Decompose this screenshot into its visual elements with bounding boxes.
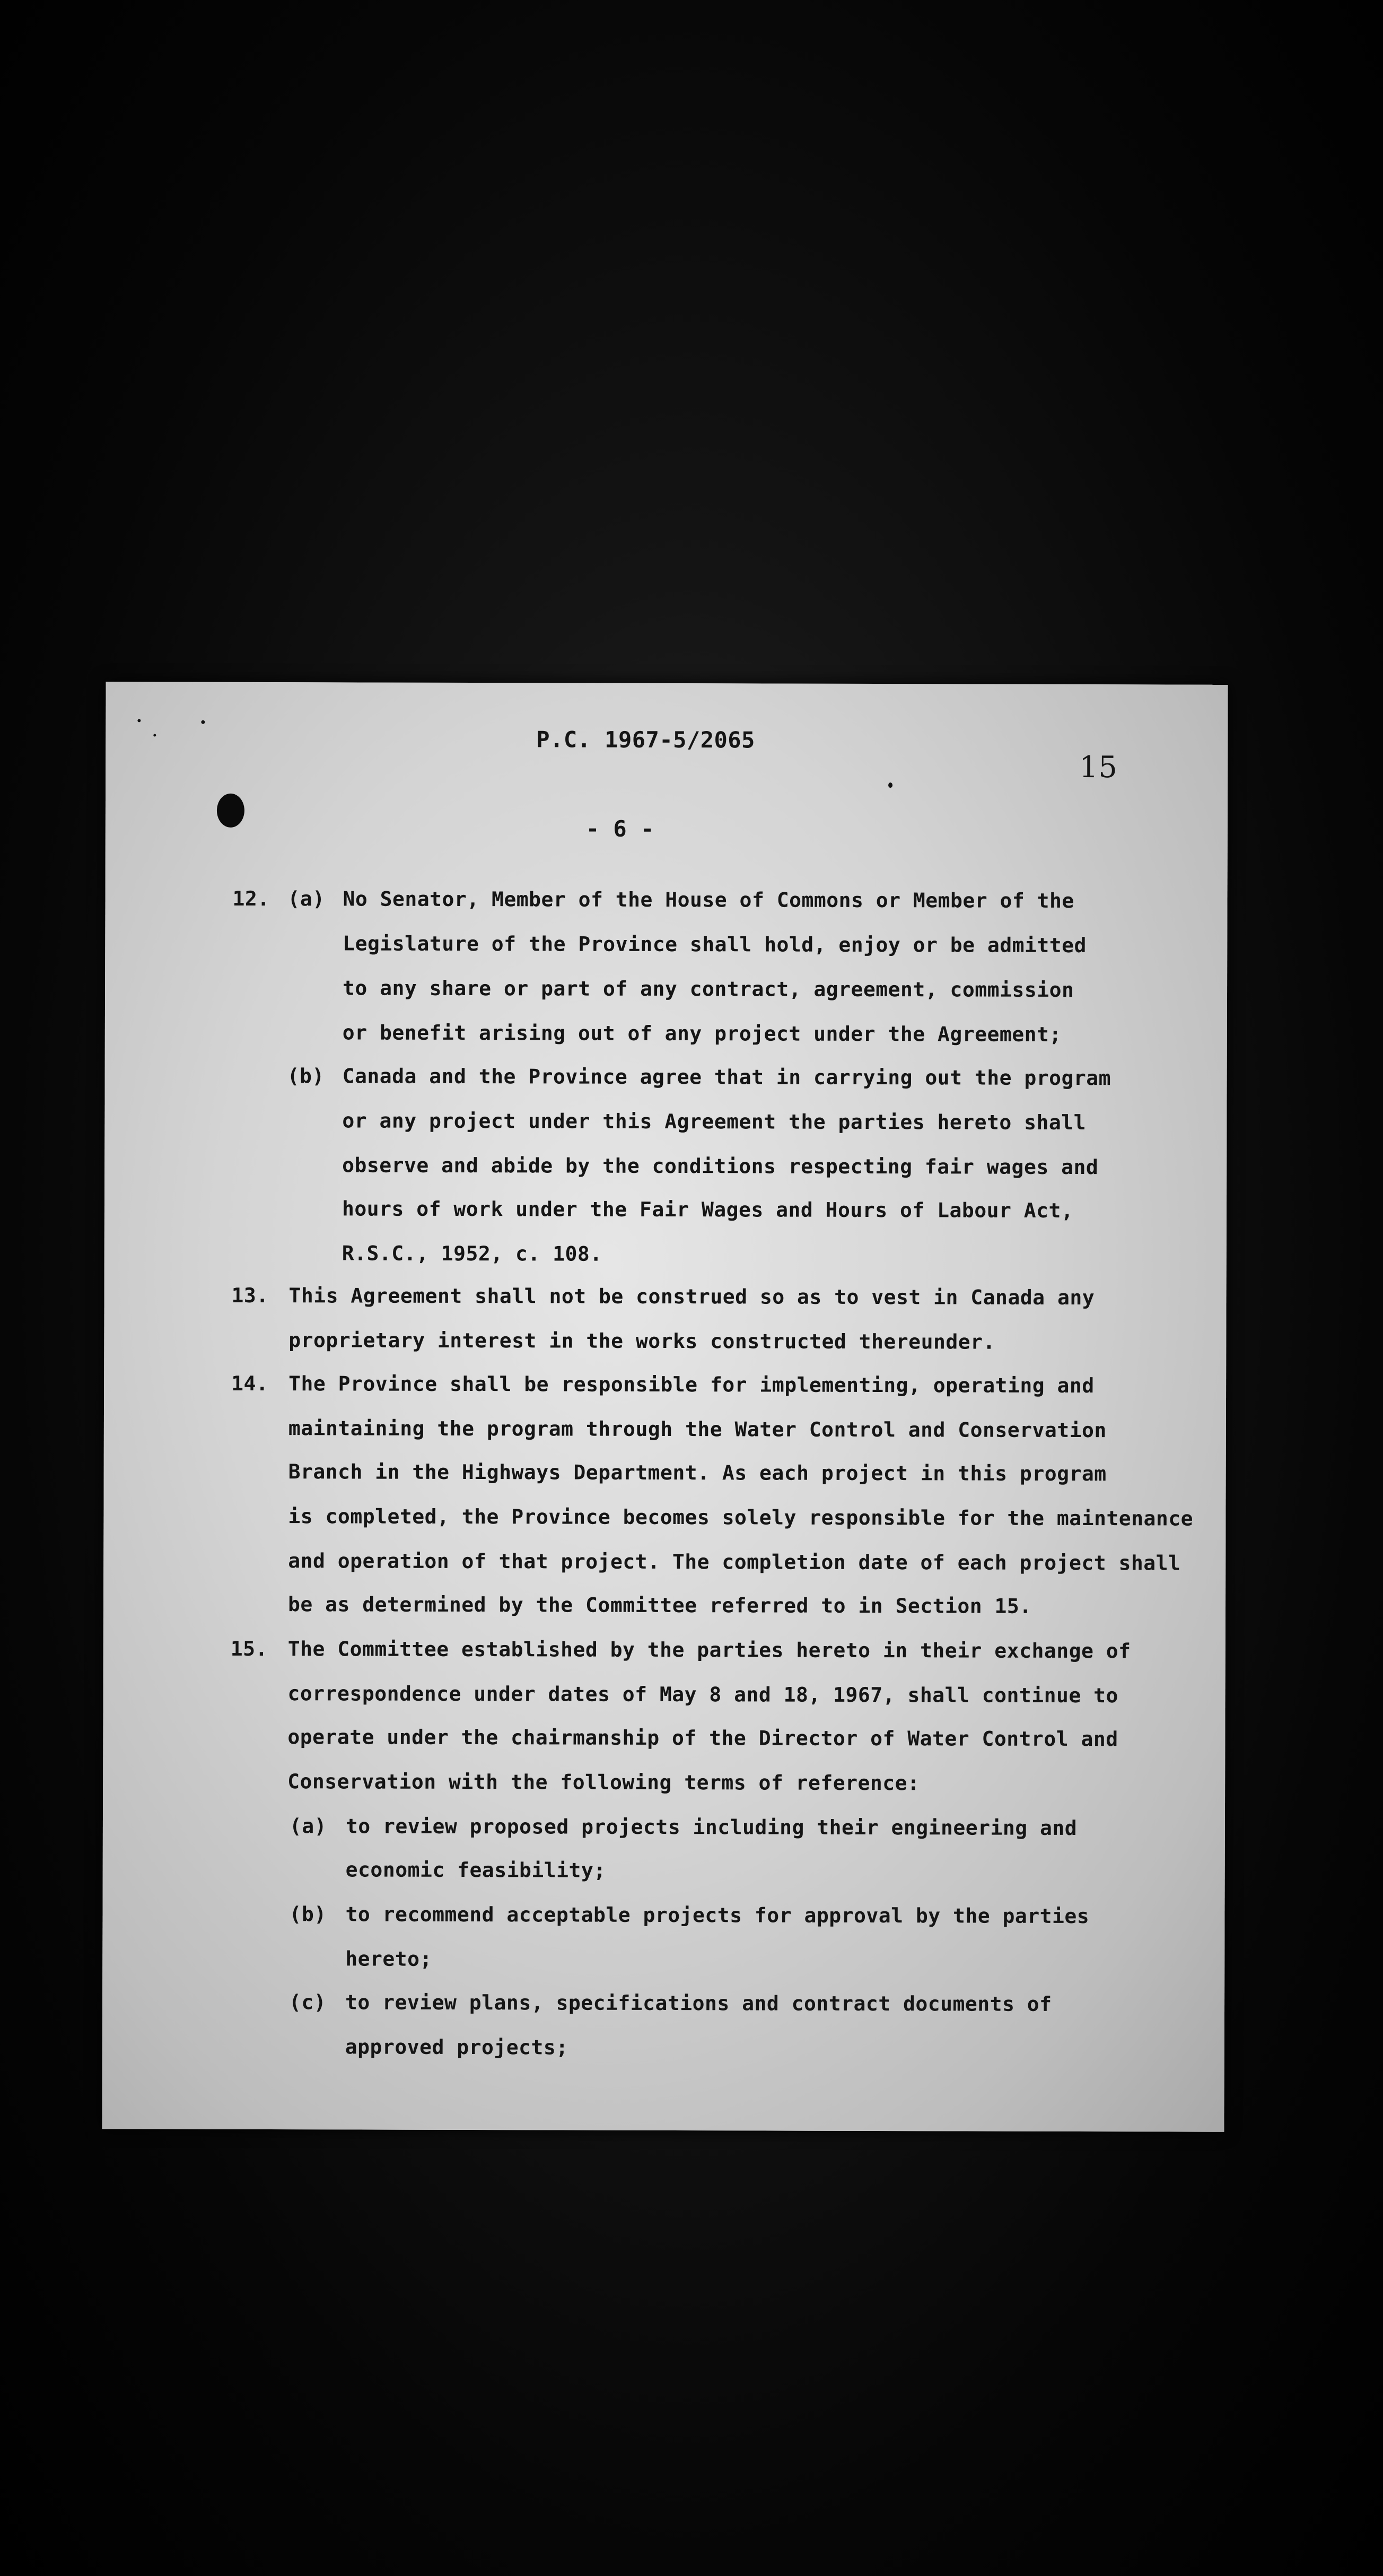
text-line: or benefit arising out of any project under the Agreement; (342, 1021, 1062, 1046)
text-line: Legislature of the Province shall hold, enjoy or be admitted (343, 932, 1087, 958)
dust-speck (888, 782, 892, 788)
document-page (102, 682, 1228, 2132)
document-reference: P.C. 1967-5/2065 (536, 726, 755, 753)
text-line: The Committee established by the parties hereto in their exchange of (287, 1637, 1131, 1663)
punch-hole (217, 794, 244, 828)
section-number: 14. (231, 1371, 269, 1396)
text-line: to any share or part of any contract, agreement, commission (343, 976, 1074, 1002)
text-line: to recommend acceptable projects for approval by the parties (345, 1902, 1090, 1928)
text-line: maintaining the program through the Water Control and Conservation (288, 1416, 1107, 1442)
subsection-label: (b) (289, 1902, 327, 1926)
page-marker: - 6 - (585, 815, 654, 842)
text-line: Canada and the Province agree that in carrying out the program (342, 1064, 1111, 1090)
text-line: Conservation with the following terms of reference: (287, 1770, 920, 1795)
text-line: is completed, the Province becomes solely responsible for the maintenance (288, 1504, 1194, 1530)
text-line: or any project under this Agreement the parties hereto shall (342, 1109, 1087, 1135)
text-line: This Agreement shall not be construed so as to vest in Canada any (288, 1284, 1095, 1310)
text-line: The Province shall be responsible for implementing, operating and (288, 1372, 1095, 1398)
text-line: No Senator, Member of the House of Commons or Member of the (343, 887, 1074, 913)
text-line: and operation of that project. The completion date of each project shall (288, 1549, 1181, 1575)
text-line: operate under the chairmanship of the Director of Water Control and (287, 1725, 1118, 1751)
text-line: to review proposed projects including their engineering and (345, 1814, 1078, 1840)
text-line: R.S.C., 1952, c. 108. (342, 1241, 602, 1266)
section-number: 15. (230, 1637, 268, 1661)
text-line: proprietary interest in the works constructed thereunder. (288, 1328, 995, 1354)
dust-speck (201, 720, 205, 724)
dust-speck (137, 719, 141, 722)
text-line: approved projects; (345, 2035, 568, 2059)
subsection-label: (a) (287, 887, 325, 911)
text-line: Branch in the Highways Department. As each project in this program (288, 1460, 1107, 1486)
subsection-label: (a) (289, 1814, 327, 1838)
section-number: 12. (232, 886, 270, 911)
page-number: 15 (1079, 750, 1118, 785)
subsection-label: (b) (287, 1064, 325, 1088)
subsection-label: (c) (289, 1990, 327, 2014)
dust-speck (153, 734, 156, 736)
text-line: hours of work under the Fair Wages and Hours of Labour Act, (342, 1197, 1074, 1223)
text-line: be as determined by the Committee referred to in Section 15. (287, 1592, 1032, 1618)
text-line: correspondence under dates of May 8 and 18, 1967, shall continue to (287, 1682, 1118, 1708)
section-number: 13. (231, 1283, 269, 1308)
text-line: observe and abide by the conditions respecting fair wages and (342, 1153, 1099, 1179)
text-line: economic feasibility; (345, 1858, 606, 1882)
text-line: to review plans, specifications and contract documents of (345, 1990, 1052, 2016)
text-line: hereto; (345, 1947, 432, 1971)
